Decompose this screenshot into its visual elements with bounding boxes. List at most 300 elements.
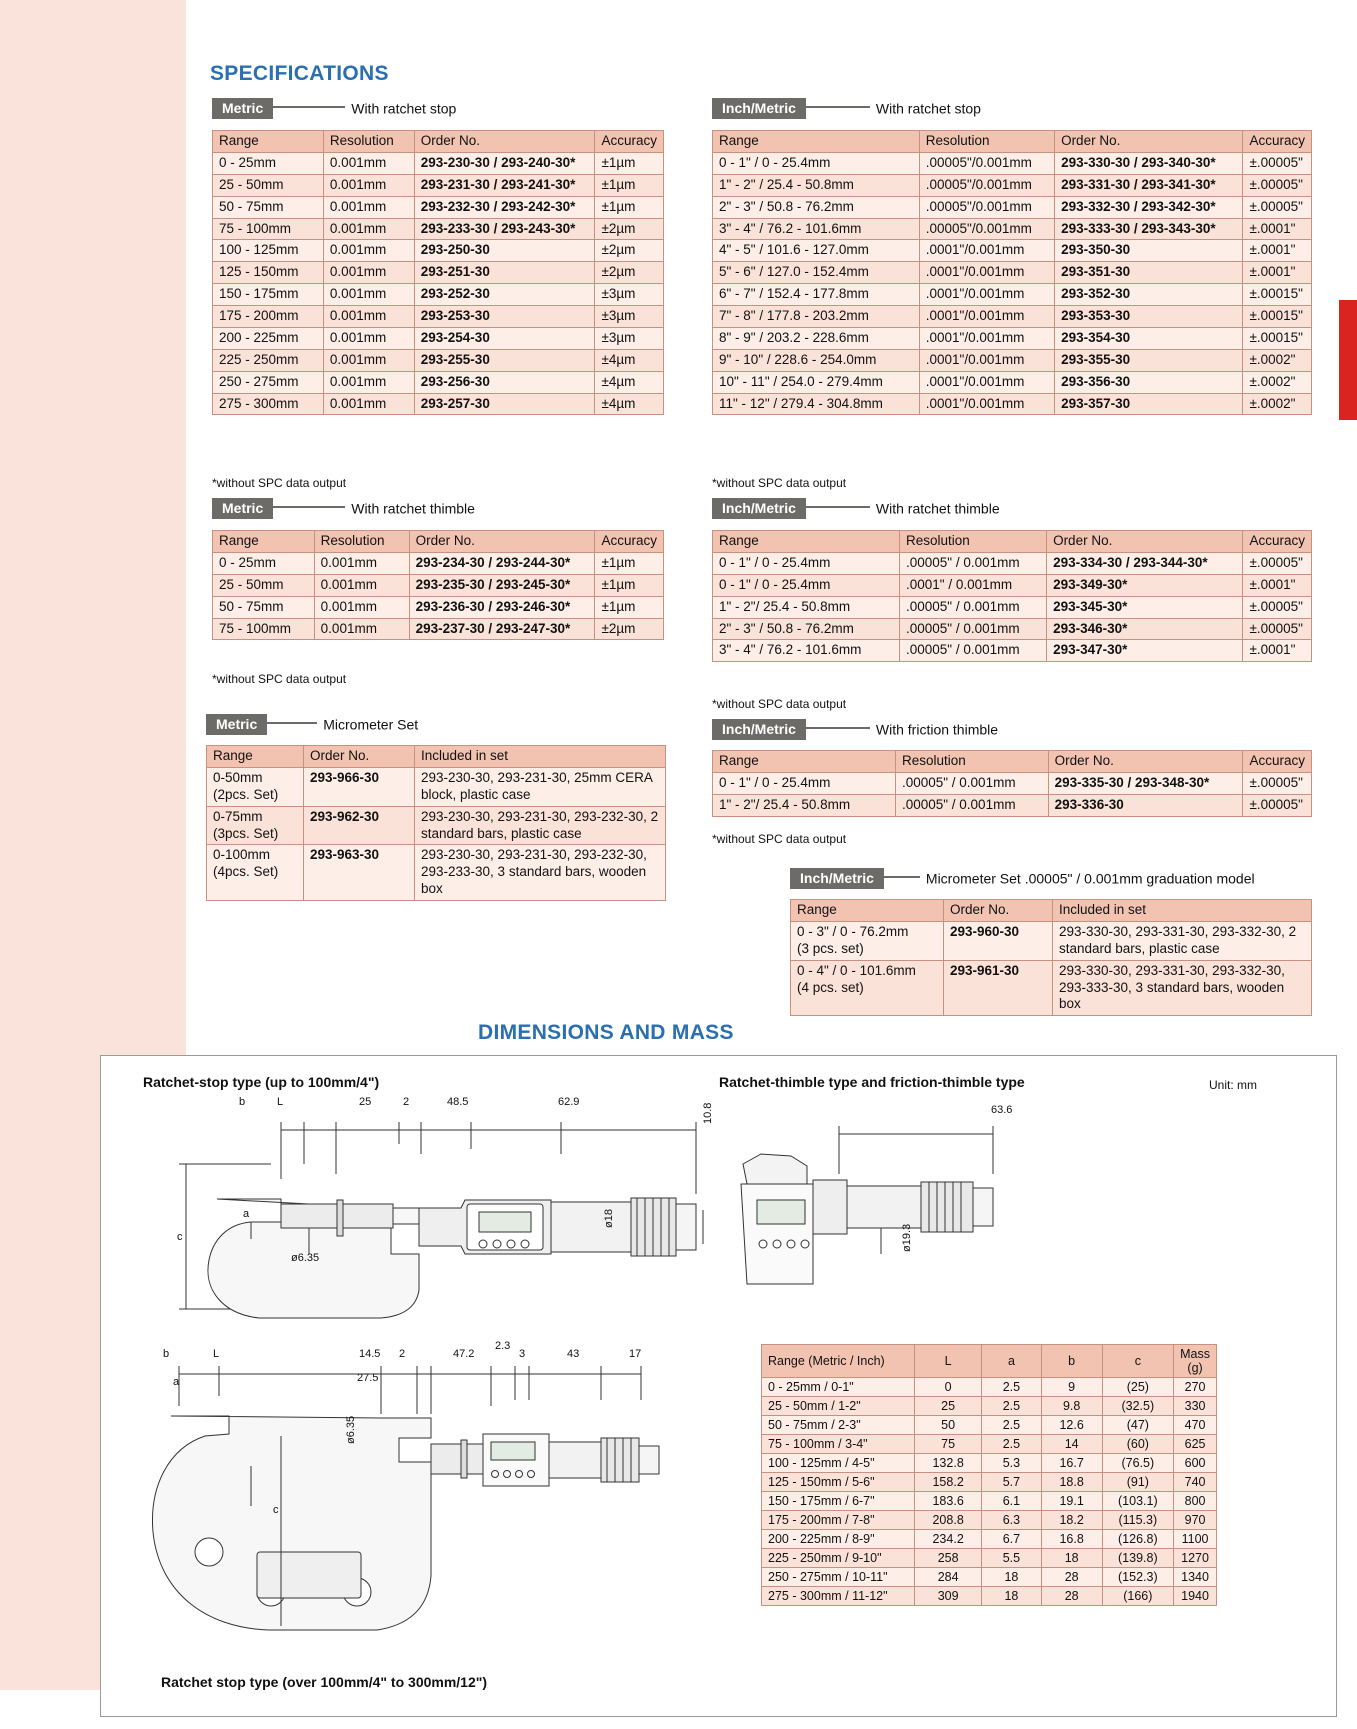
table-cell: ±3µm [595,327,664,349]
table-cell: 5.3 [982,1454,1042,1473]
table-cell: 284 [915,1568,982,1587]
table-cell: .0001"/0.001mm [919,262,1054,284]
table-cell: 293-235-30 / 293-245-30* [409,574,595,596]
section-title-dimensions: DIMENSIONS AND MASS [478,1021,734,1044]
table-cell: 293-330-30, 293-331-30, 293-332-30, 2 standard bars, plastic case [1053,921,1312,960]
table-cell: 0.001mm [323,152,414,174]
table-cell: 275 - 300mm [213,393,324,415]
table-row [713,196,1312,218]
table-header-row [713,531,1312,553]
table-cell: 293-347-30* [1047,640,1243,662]
table-body [213,152,664,415]
table-row [713,772,1312,794]
table-cell: (166) [1102,1587,1174,1606]
table-row [713,393,1312,415]
table-cell: 12.6 [1041,1416,1102,1435]
note-spc-1: *without SPC data output [212,476,347,490]
table-cell: 293-355-30 [1055,349,1243,371]
tag-metric: Metric [212,98,273,119]
table-inchmetric-ratchet-thimble [712,530,1312,662]
table-metric-micrometer-set [206,745,666,901]
dim-label-47-2: 47.2 [453,1348,475,1360]
table-cell: 293-237-30 / 293-247-30* [409,618,595,640]
table-row [791,960,1312,1016]
table-cell: 293-960-30 [944,921,1053,960]
table-header-row [213,531,664,553]
table-cell: 1340 [1174,1568,1217,1587]
caption-ratchet-stop-type: Ratchet-stop type (up to 100mm/4") [143,1074,380,1090]
table-cell: 293-233-30 / 293-243-30* [414,218,595,240]
table-cell: 293-231-30 / 293-241-30* [414,174,595,196]
table-cell: (91) [1102,1473,1174,1492]
table-cell: ±1µm [595,196,664,218]
caption-ratchet-stop-over-100: Ratchet stop type (over 100mm/4" to 300mm/12") [161,1674,488,1690]
table-cell: ±.00005" [1243,552,1312,574]
table-cell: 625 [1174,1435,1217,1454]
table-cell: 0.001mm [314,552,409,574]
table-header-row [213,131,664,153]
table-cell: 293-962-30 [304,806,415,845]
block-title: Micrometer Set [323,716,419,733]
table-cell: 0 - 25mm / 0-1" [762,1378,915,1397]
block-header-metric-ratchet-thimble [212,498,475,519]
table-cell: .00005"/0.001mm [919,152,1054,174]
table-cell: 5" - 6" / 127.0 - 152.4mm [713,262,920,284]
tag-inch-metric: Inch/Metric [790,868,884,889]
table-cell: ±.00005" [1243,174,1312,196]
table-cell: 175 - 200mm [213,306,324,328]
table-cell: 1" - 2"/ 25.4 - 50.8mm [713,794,896,816]
table-cell: 0.001mm [314,596,409,618]
table-row [213,262,664,284]
table-cell: 293-257-30 [414,393,595,415]
table-cell: 250 - 275mm / 10-11" [762,1568,915,1587]
table-cell: 125 - 150mm [213,262,324,284]
table-cell: 1270 [1174,1549,1217,1568]
table-cell: .00005" / 0.001mm [895,794,1048,816]
table-cell: 0 - 25mm [213,152,324,174]
table-row [713,349,1312,371]
table-cell: 0 - 4" / 0 - 101.6mm (4 pcs. set) [791,960,944,1016]
table-cell: 16.8 [1041,1530,1102,1549]
table-body [713,552,1312,661]
note-spc-5: *without SPC data output [712,832,847,846]
table-cell: 0.001mm [314,618,409,640]
table-cell: 208.8 [915,1511,982,1530]
table-cell: 293-236-30 / 293-246-30* [409,596,595,618]
table-cell: 4" - 5" / 101.6 - 127.0mm [713,240,920,262]
table-cell: ±4µm [595,393,664,415]
table-body [713,772,1312,816]
table-cell: 0 - 3" / 0 - 76.2mm (3 pcs. set) [791,921,944,960]
table-cell: 11" - 12" / 279.4 - 304.8mm [713,393,920,415]
table-cell: .0001"/0.001mm [919,284,1054,306]
table-cell: 330 [1174,1397,1217,1416]
table-cell: 293-356-30 [1055,371,1243,393]
table-cell: 2" - 3" / 50.8 - 76.2mm [713,196,920,218]
table-cell: 200 - 225mm [213,327,324,349]
col-resolution: Resolution [314,531,409,553]
table-row [713,174,1312,196]
table-cell: 50 [915,1416,982,1435]
col-resolution: Resolution [323,131,414,153]
table-cell: .0001" / 0.001mm [900,574,1047,596]
table-row [207,767,666,806]
col-order-no: Order No. [1055,131,1243,153]
table-cell: .0001"/0.001mm [919,349,1054,371]
col-order-no: Order No. [944,900,1053,922]
col-range: Range [213,131,324,153]
table-row [213,618,664,640]
table-cell: 293-251-30 [414,262,595,284]
col-accuracy: Accuracy [595,131,664,153]
dim-label-2: 2 [403,1096,410,1108]
table-row [713,552,1312,574]
table-cell: 5.7 [982,1473,1042,1492]
table-cell: (32.5) [1102,1397,1174,1416]
table-cell: 8" - 9" / 203.2 - 228.6mm [713,327,920,349]
table-row [213,218,664,240]
table-cell: ±1µm [595,174,664,196]
table-row [762,1416,1217,1435]
table-metric-ratchet-thimble [212,530,664,640]
block-header-inchmetric-ratchet-stop [712,98,981,119]
table-cell: 258 [915,1549,982,1568]
table-cell: 293-354-30 [1055,327,1243,349]
table-cell: 50 - 75mm [213,596,315,618]
table-cell: 293-255-30 [414,349,595,371]
block-title: With friction thimble [875,721,999,738]
table-cell: 0 - 1" / 0 - 25.4mm [713,552,900,574]
tag-inch-metric: Inch/Metric [712,719,806,740]
table-cell: (103.1) [1102,1492,1174,1511]
table-cell: 158.2 [915,1473,982,1492]
col-range: Range [213,531,315,553]
table-row [762,1568,1217,1587]
table-cell: ±.00005" [1243,596,1312,618]
table-cell: ±.00015" [1243,284,1312,306]
dim-label-dia-6-35: ø6.35 [291,1252,320,1264]
table-inchmetric-ratchet-stop [712,130,1312,415]
table-cell: .00005"/0.001mm [919,218,1054,240]
table-body [713,152,1312,415]
table-cell: 293-333-30 / 293-343-30* [1055,218,1243,240]
table-cell: 132.8 [915,1454,982,1473]
table-row [762,1473,1217,1492]
table-cell: 9 [1041,1378,1102,1397]
table-cell: 25 - 50mm [213,174,324,196]
table-cell: 293-252-30 [414,284,595,306]
table-cell: ±2µm [595,218,664,240]
table-cell: .00005" / 0.001mm [895,772,1048,794]
table-row [762,1549,1217,1568]
table-cell: ±.00005" [1243,618,1312,640]
col-accuracy: Accuracy [1243,751,1312,773]
dim-label-a2: a [173,1376,180,1388]
table-row [713,327,1312,349]
col-mass: Mass (g) [1174,1345,1217,1378]
table-row [213,284,664,306]
table-row [213,393,664,415]
table-cell: .0001"/0.001mm [919,371,1054,393]
table-cell: 25 [915,1397,982,1416]
table-cell: 200 - 225mm / 8-9" [762,1530,915,1549]
table-cell: ±.00005" [1243,794,1312,816]
col-order-no: Order No. [304,746,415,768]
note-spc-2: *without SPC data output [212,672,347,686]
table-row [762,1397,1217,1416]
table-cell: 293-349-30* [1047,574,1243,596]
dim-label-14-5: 14.5 [359,1348,381,1360]
table-cell: 293-330-30 / 293-340-30* [1055,152,1243,174]
block-header-metric-ratchet-stop [212,98,456,119]
col-order-no: Order No. [1047,531,1243,553]
table-cell: 7" - 8" / 177.8 - 203.2mm [713,306,920,328]
table-cell: 293-345-30* [1047,596,1243,618]
table-cell: 100 - 125mm / 4-5" [762,1454,915,1473]
table-cell: ±.0001" [1243,218,1312,240]
table-row [213,349,664,371]
table-header-row [791,900,1312,922]
table-cell: 0-50mm (2pcs. Set) [207,767,304,806]
col-accuracy: Accuracy [1243,131,1312,153]
table-cell: 0-75mm (3pcs. Set) [207,806,304,845]
table-row [213,574,664,596]
table-header-row [207,746,666,768]
col-order-no: Order No. [1048,751,1243,773]
table-cell: 0 [915,1378,982,1397]
table-cell: 2" - 3" / 50.8 - 76.2mm [713,618,900,640]
dim-label-48-5: 48.5 [447,1096,469,1108]
table-cell: 75 - 100mm [213,218,324,240]
table-cell: 0 - 25mm [213,552,315,574]
table-cell: 293-336-30 [1048,794,1243,816]
table-dimensions-mass [761,1344,1217,1606]
table-row [213,371,664,393]
table-cell: 18 [1041,1549,1102,1568]
table-cell: 293-256-30 [414,371,595,393]
table-cell: ±.0001" [1243,574,1312,596]
tag-metric: Metric [212,498,273,519]
col-range: Range [713,531,900,553]
block-header-inchmetric-friction-thimble [712,719,998,740]
page-title: SPECIFICATIONS [210,62,389,85]
table-cell: 10" - 11" / 254.0 - 279.4mm [713,371,920,393]
table-cell: 0-100mm (4pcs. Set) [207,845,304,901]
table-row [207,845,666,901]
table-cell: 183.6 [915,1492,982,1511]
table-cell: ±2µm [595,240,664,262]
table-cell: 225 - 250mm / 9-10" [762,1549,915,1568]
dim-label-10-8: 10.8 [702,1102,714,1124]
dim-label-43: 43 [567,1348,580,1360]
table-row [713,218,1312,240]
tag-inch-metric: Inch/Metric [712,98,806,119]
table-cell: ±3µm [595,284,664,306]
table-cell: 125 - 150mm / 5-6" [762,1473,915,1492]
drawing-ratchet-thimble-micrometer [721,1104,1061,1334]
table-row [213,327,664,349]
dim-label-L: L [277,1096,284,1108]
drawing-large-micrometer [131,1356,711,1666]
dim-label-3: 3 [519,1348,526,1360]
table-row [762,1435,1217,1454]
col-accuracy: Accuracy [1243,531,1312,553]
table-cell: 16.7 [1041,1454,1102,1473]
table-row [762,1492,1217,1511]
table-cell: 50 - 75mm [213,196,324,218]
table-body [791,921,1312,1015]
col-a: a [982,1345,1042,1378]
table-body [762,1378,1217,1606]
table-row [791,921,1312,960]
table-cell: 0.001mm [323,306,414,328]
table-cell: 3" - 4" / 76.2 - 101.6mm [713,218,920,240]
dim-label-b2: b [163,1348,170,1360]
table-cell: 2.5 [982,1435,1042,1454]
table-row [762,1378,1217,1397]
table-cell: 250 - 275mm [213,371,324,393]
table-cell: ±1µm [595,574,664,596]
table-cell: 0 - 1" / 0 - 25.4mm [713,574,900,596]
table-cell: .0001"/0.001mm [919,240,1054,262]
table-header-row [713,751,1312,773]
table-row [713,371,1312,393]
table-cell: 293-250-30 [414,240,595,262]
table-cell: 293-335-30 / 293-348-30* [1048,772,1243,794]
table-cell: (47) [1102,1416,1174,1435]
block-header-inchmetric-set [790,868,1255,889]
dim-label-62-9: 62.9 [558,1096,580,1108]
table-cell: 175 - 200mm / 7-8" [762,1511,915,1530]
table-cell: (126.8) [1102,1530,1174,1549]
table-cell: 1" - 2"/ 25.4 - 50.8mm [713,596,900,618]
table-cell: 6.3 [982,1511,1042,1530]
col-c: c [1102,1345,1174,1378]
table-cell: 5.5 [982,1549,1042,1568]
table-cell: .0001"/0.001mm [919,393,1054,415]
table-cell: ±1µm [595,552,664,574]
table-inchmetric-micrometer-set [790,899,1312,1016]
table-cell: 234.2 [915,1530,982,1549]
dim-label-63-6: 63.6 [991,1104,1013,1116]
table-cell: 0.001mm [323,284,414,306]
table-cell: 14 [1041,1435,1102,1454]
dim-label-c2: c [273,1504,279,1516]
table-header-row [713,131,1312,153]
tag-inch-metric: Inch/Metric [712,498,806,519]
table-cell: 75 - 100mm / 3-4" [762,1435,915,1454]
table-cell: 75 - 100mm [213,618,315,640]
block-title: With ratchet thimble [351,500,475,517]
table-cell: 2.5 [982,1416,1042,1435]
table-row [762,1511,1217,1530]
table-cell: 275 - 300mm / 11-12" [762,1587,915,1606]
block-title: With ratchet stop [351,100,457,117]
col-range: Range [713,751,896,773]
table-cell: 293-351-30 [1055,262,1243,284]
table-cell: 0 - 1" / 0 - 25.4mm [713,152,920,174]
table-cell: 293-230-30, 293-231-30, 293-232-30, 293-233-30, 3 standard bars, wooden box [415,845,666,901]
table-cell: 293-963-30 [304,845,415,901]
table-cell: .00005"/0.001mm [919,196,1054,218]
col-range: Range (Metric / Inch) [762,1345,915,1378]
table-cell: ±.0002" [1243,349,1312,371]
table-metric-ratchet-stop [212,130,664,415]
table-cell: 293-234-30 / 293-244-30* [409,552,595,574]
col-accuracy: Accuracy [595,531,664,553]
table-cell: ±2µm [595,262,664,284]
table-cell: (115.3) [1102,1511,1174,1530]
col-range: Range [207,746,304,768]
col-included: Included in set [415,746,666,768]
dim-label-dia-6-35b: ø6.35 [345,1415,357,1444]
table-row [713,640,1312,662]
col-L: L [915,1345,982,1378]
table-cell: 0.001mm [314,574,409,596]
table-row [762,1530,1217,1549]
dim-label-c: c [177,1231,183,1243]
table-row [713,262,1312,284]
table-cell: 309 [915,1587,982,1606]
table-row [713,574,1312,596]
table-cell: 0.001mm [323,393,414,415]
dim-label-17: 17 [629,1348,642,1360]
table-cell: ±.0002" [1243,393,1312,415]
table-cell: ±.00015" [1243,327,1312,349]
table-body [207,767,666,900]
table-cell: 6" - 7" / 152.4 - 177.8mm [713,284,920,306]
table-row [713,596,1312,618]
table-cell: (76.5) [1102,1454,1174,1473]
unit-label: Unit: mm [1209,1078,1257,1092]
col-order-no: Order No. [414,131,595,153]
block-header-inchmetric-ratchet-thimble [712,498,1000,519]
table-cell: 6.7 [982,1530,1042,1549]
dim-label-dia-19-3: ø19.3 [901,1223,913,1252]
table-body [213,552,664,640]
table-cell: 0.001mm [323,327,414,349]
dim-label-a: a [243,1208,250,1220]
table-cell: 293-353-30 [1055,306,1243,328]
table-row [713,284,1312,306]
table-row [713,618,1312,640]
table-row [713,306,1312,328]
table-cell: 293-334-30 / 293-344-30* [1047,552,1243,574]
table-cell: 293-346-30* [1047,618,1243,640]
table-cell: 293-230-30, 293-231-30, 293-232-30, 2 standard bars, plastic case [415,806,666,845]
table-cell: 2.5 [982,1397,1042,1416]
table-cell: .00005" / 0.001mm [900,640,1047,662]
table-cell: .00005" / 0.001mm [900,596,1047,618]
table-cell: 293-232-30 / 293-242-30* [414,196,595,218]
table-cell: 0.001mm [323,174,414,196]
table-cell: .0001"/0.001mm [919,306,1054,328]
page-edge-tab [1339,300,1357,420]
col-resolution: Resolution [895,751,1048,773]
table-row [713,240,1312,262]
table-cell: 293-230-30, 293-231-30, 25mm CERA block, plastic case [415,767,666,806]
note-spc-4: *without SPC data output [712,697,847,711]
block-title: Micrometer Set .00005" / 0.001mm graduation model [925,870,1255,887]
dim-label-27-5: 27.5 [357,1372,379,1384]
table-row [213,152,664,174]
table-cell: ±1µm [595,596,664,618]
block-header-metric-set [206,714,418,735]
table-cell: 270 [1174,1378,1217,1397]
table-cell: (25) [1102,1378,1174,1397]
table-cell: 293-254-30 [414,327,595,349]
